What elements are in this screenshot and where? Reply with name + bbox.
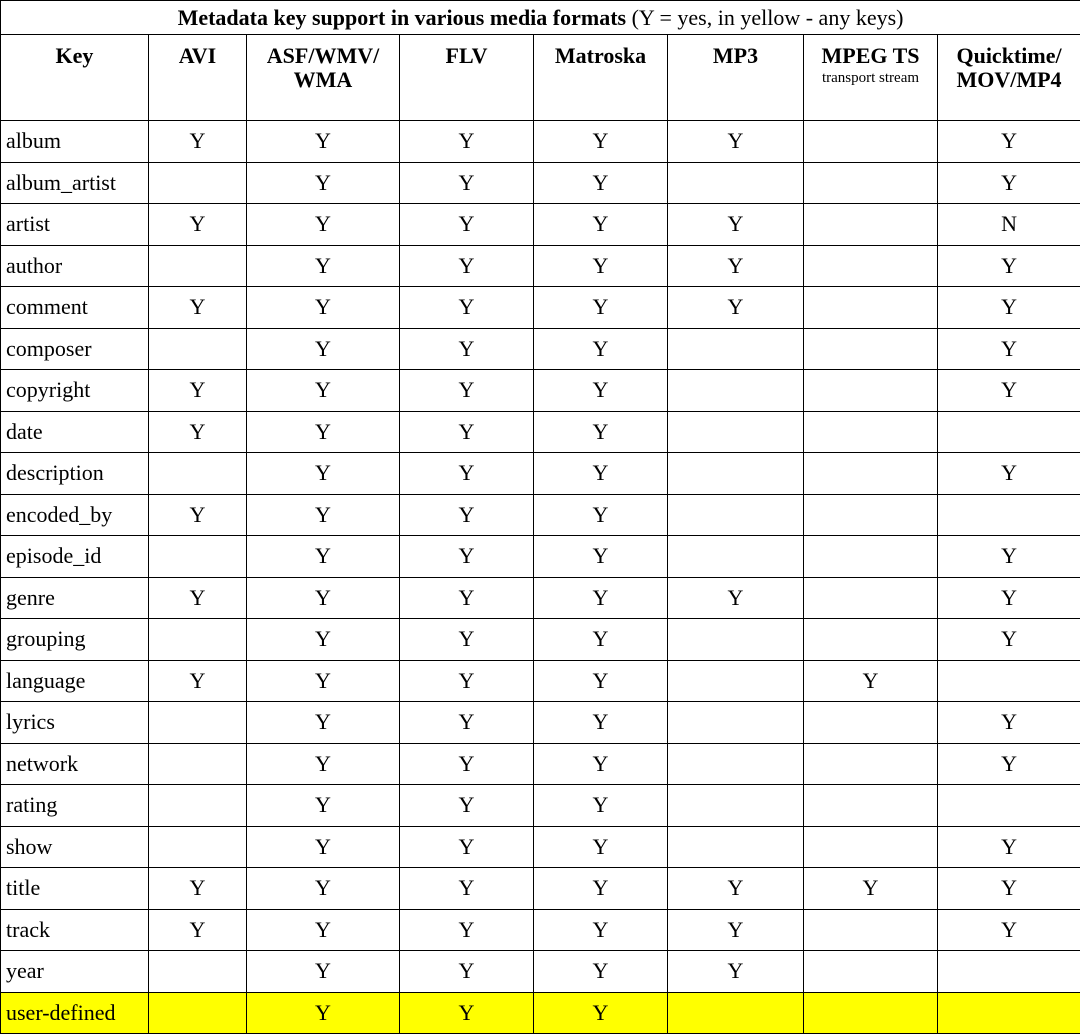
support-cell: Y [534,909,668,951]
support-cell [804,453,938,495]
support-cell: Y [400,619,534,661]
support-cell: Y [938,453,1080,495]
support-cell: Y [534,411,668,453]
support-cell: Y [400,494,534,536]
support-cell [804,951,938,993]
key-cell: comment [1,287,149,329]
table-row [1,245,1080,287]
support-cell [804,619,938,661]
support-cell: Y [247,619,400,661]
key-cell: description [1,453,149,495]
support-cell: Y [400,826,534,868]
support-cell: Y [149,411,247,453]
support-cell: Y [400,909,534,951]
table-row [1,121,1080,163]
support-cell [804,702,938,744]
column-header-label: AVI [179,43,217,68]
key-cell: album [1,121,149,163]
table-caption-note: (Y = yes, in yellow - any keys) [626,5,903,30]
support-cell [668,162,804,204]
support-cell: Y [247,494,400,536]
key-cell: network [1,743,149,785]
support-cell: Y [534,785,668,827]
table-caption-row [1,1,1080,35]
support-cell [149,951,247,993]
support-cell [668,992,804,1034]
table-row [1,411,1080,453]
column-header-row [1,35,1080,121]
support-cell [668,453,804,495]
support-cell: Y [247,287,400,329]
support-cell [668,370,804,412]
support-cell [668,826,804,868]
support-cell: Y [938,743,1080,785]
support-cell [804,536,938,578]
support-cell: Y [247,577,400,619]
table-row [1,370,1080,412]
support-cell: Y [400,577,534,619]
support-cell [938,992,1080,1034]
support-cell: Y [938,328,1080,370]
table-row [1,868,1080,910]
support-cell: Y [938,619,1080,661]
support-cell: Y [247,785,400,827]
support-cell: Y [247,536,400,578]
support-cell: Y [804,868,938,910]
key-cell: year [1,951,149,993]
support-cell [804,785,938,827]
key-cell: language [1,660,149,702]
support-cell: Y [247,245,400,287]
table-row [1,702,1080,744]
support-cell: Y [938,162,1080,204]
support-cell [804,328,938,370]
support-cell [938,411,1080,453]
support-cell [938,660,1080,702]
support-cell: Y [400,660,534,702]
key-cell: title [1,868,149,910]
support-cell: Y [804,660,938,702]
support-cell: Y [668,245,804,287]
support-cell: Y [534,660,668,702]
support-cell: Y [247,826,400,868]
support-cell: Y [400,411,534,453]
support-cell: Y [668,951,804,993]
support-cell [804,992,938,1034]
support-cell: Y [400,992,534,1034]
support-cell: Y [534,328,668,370]
support-cell: Y [400,328,534,370]
support-cell: Y [149,287,247,329]
support-cell: Y [534,453,668,495]
support-cell: Y [534,868,668,910]
support-cell: Y [534,204,668,246]
support-cell: Y [149,494,247,536]
table-row [1,619,1080,661]
support-cell: Y [668,121,804,163]
support-cell: Y [400,121,534,163]
support-cell: Y [534,951,668,993]
column-header-5 [668,35,804,121]
support-cell: Y [938,536,1080,578]
support-cell [804,494,938,536]
column-header-label: MPEG TS [821,43,919,68]
key-cell: genre [1,577,149,619]
support-cell [804,121,938,163]
support-cell [149,245,247,287]
support-cell: Y [534,826,668,868]
support-cell: Y [668,204,804,246]
support-cell [938,785,1080,827]
support-cell: Y [247,121,400,163]
table-row [1,992,1080,1034]
support-cell: Y [668,909,804,951]
support-cell [149,453,247,495]
column-header-label: ASF/WMV/ WMA [267,43,379,92]
support-cell [668,536,804,578]
support-cell: Y [534,992,668,1034]
support-cell [668,494,804,536]
support-cell: Y [400,702,534,744]
column-header-3 [400,35,534,121]
support-cell: Y [247,162,400,204]
table-row [1,204,1080,246]
support-cell: Y [149,909,247,951]
key-cell: artist [1,204,149,246]
key-cell: author [1,245,149,287]
table-row [1,909,1080,951]
support-cell: Y [400,743,534,785]
support-cell: Y [247,992,400,1034]
column-header-4 [534,35,668,121]
table-row [1,951,1080,993]
table-row [1,494,1080,536]
support-cell [804,577,938,619]
support-cell: Y [534,536,668,578]
support-cell: Y [247,453,400,495]
key-cell: date [1,411,149,453]
support-cell: Y [247,411,400,453]
support-cell: Y [400,536,534,578]
support-cell [804,411,938,453]
support-cell [668,743,804,785]
support-cell: Y [534,619,668,661]
column-header-2 [247,35,400,121]
support-cell: Y [247,951,400,993]
support-cell: Y [534,287,668,329]
support-cell: Y [247,743,400,785]
support-cell: Y [938,909,1080,951]
table-row [1,785,1080,827]
column-header-sublabel: transport stream [804,70,937,87]
table-row [1,328,1080,370]
support-cell: Y [938,287,1080,329]
support-cell [149,536,247,578]
table-row [1,162,1080,204]
key-cell: grouping [1,619,149,661]
column-header-label: MP3 [713,43,758,68]
support-cell [149,992,247,1034]
support-cell: Y [400,162,534,204]
support-cell [149,743,247,785]
support-cell [149,826,247,868]
table-caption-bold: Metadata key support in various media formats [178,5,627,30]
support-cell: Y [668,287,804,329]
support-cell [804,204,938,246]
support-cell: Y [534,494,668,536]
support-cell [668,702,804,744]
key-cell: encoded_by [1,494,149,536]
table-row [1,453,1080,495]
table-row [1,660,1080,702]
support-cell: Y [149,370,247,412]
column-header-label: Matroska [555,43,646,68]
support-cell: Y [400,370,534,412]
support-cell [668,328,804,370]
support-cell: Y [534,702,668,744]
key-cell: copyright [1,370,149,412]
column-header-0 [1,35,149,121]
table-row [1,577,1080,619]
support-cell: Y [247,204,400,246]
support-cell: Y [938,577,1080,619]
column-header-label: Key [56,43,94,68]
support-cell: Y [668,868,804,910]
support-cell: Y [149,204,247,246]
support-cell: Y [938,868,1080,910]
column-header-7 [938,35,1080,121]
support-cell [668,411,804,453]
support-cell: Y [534,370,668,412]
key-cell: episode_id [1,536,149,578]
key-cell: composer [1,328,149,370]
table-row [1,287,1080,329]
table-row [1,826,1080,868]
support-cell [668,660,804,702]
support-cell [149,619,247,661]
support-cell [149,328,247,370]
support-cell: Y [938,702,1080,744]
support-cell [804,245,938,287]
column-header-1 [149,35,247,121]
column-header-label: Quicktime/ MOV/MP4 [956,43,1061,92]
key-cell: lyrics [1,702,149,744]
support-cell [804,743,938,785]
support-cell: Y [400,287,534,329]
table-row [1,743,1080,785]
support-cell [668,619,804,661]
support-cell: Y [247,660,400,702]
support-cell: Y [668,577,804,619]
key-cell: rating [1,785,149,827]
support-cell: Y [534,121,668,163]
support-cell: Y [400,868,534,910]
column-header-6 [804,35,938,121]
support-cell [938,951,1080,993]
support-cell: Y [247,370,400,412]
key-cell: show [1,826,149,868]
support-cell: Y [400,453,534,495]
support-cell: Y [534,245,668,287]
support-cell: Y [247,702,400,744]
support-cell: Y [247,328,400,370]
support-cell: Y [400,785,534,827]
support-cell: Y [149,577,247,619]
support-cell: Y [400,951,534,993]
support-cell [668,785,804,827]
support-cell [149,785,247,827]
key-cell: album_artist [1,162,149,204]
support-cell: Y [534,577,668,619]
support-cell: Y [534,743,668,785]
support-cell [938,494,1080,536]
support-cell [149,702,247,744]
support-cell: Y [938,826,1080,868]
support-cell: Y [400,245,534,287]
support-cell: Y [247,909,400,951]
support-cell: N [938,204,1080,246]
support-cell: Y [938,121,1080,163]
column-header-label: FLV [446,43,488,68]
support-cell [804,370,938,412]
key-cell: track [1,909,149,951]
support-cell: Y [938,370,1080,412]
support-cell [804,287,938,329]
support-cell: Y [247,868,400,910]
support-cell: Y [534,162,668,204]
key-cell: user-defined [1,992,149,1034]
support-cell [804,909,938,951]
support-cell: Y [149,660,247,702]
support-cell: Y [149,121,247,163]
support-cell: Y [400,204,534,246]
support-cell [804,826,938,868]
table-row [1,536,1080,578]
support-cell [149,162,247,204]
table-caption [1,1,1080,35]
support-cell: Y [149,868,247,910]
support-cell: Y [938,245,1080,287]
support-cell [804,162,938,204]
